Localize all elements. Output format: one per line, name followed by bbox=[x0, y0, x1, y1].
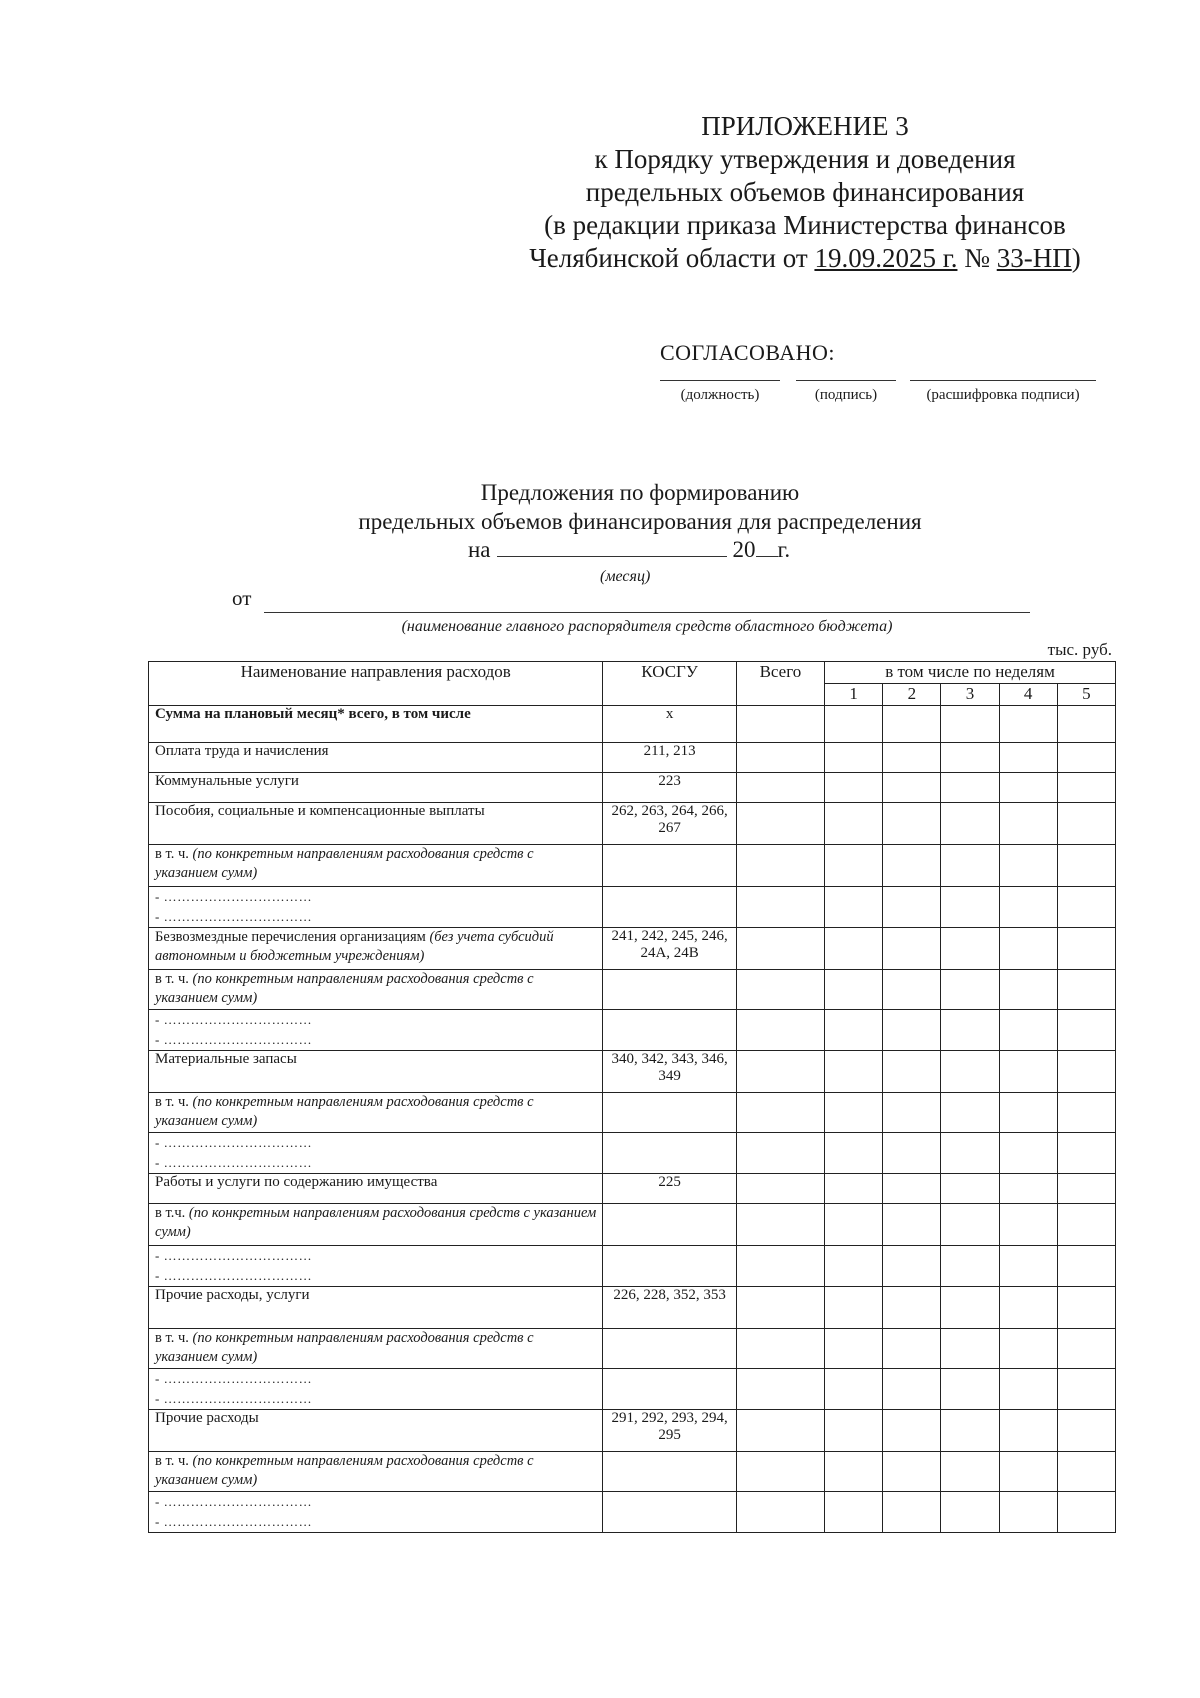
row-week-4-cell[interactable] bbox=[999, 1452, 1057, 1492]
row-week-1-cell[interactable] bbox=[825, 1174, 883, 1204]
row-week-5-cell[interactable] bbox=[1057, 803, 1115, 845]
row-note: (по конкретным направлениям расходования средств с указанием сумм) bbox=[155, 1453, 534, 1488]
row-week-4-cell[interactable] bbox=[999, 1174, 1057, 1204]
table-row bbox=[149, 1287, 1116, 1329]
row-kosgu bbox=[603, 1452, 736, 1492]
header-line: предельных объемов финансирования bbox=[585, 177, 1025, 207]
row-total-cell[interactable] bbox=[736, 1093, 824, 1133]
header-weeks: в том числе по неделям bbox=[825, 662, 1116, 684]
row-week-2-cell[interactable] bbox=[883, 970, 941, 1010]
row-week-3-cell[interactable] bbox=[941, 803, 999, 845]
row-note: (по конкретным направлениям расходования средств с указанием сумм) bbox=[155, 1205, 597, 1240]
header-line: (в редакции приказа Министерства финансов bbox=[544, 210, 1066, 240]
row-total-cell[interactable] bbox=[736, 1133, 824, 1174]
year-input[interactable] bbox=[756, 536, 778, 557]
month-input[interactable] bbox=[497, 536, 727, 557]
row-week-1-cell[interactable] bbox=[825, 887, 883, 928]
row-week-1-cell[interactable] bbox=[825, 773, 883, 803]
row-week-3-cell[interactable] bbox=[941, 1492, 999, 1533]
row-week-2-cell[interactable] bbox=[883, 1051, 941, 1093]
header-week-5: 5 bbox=[1057, 684, 1115, 706]
row-kosgu bbox=[603, 1093, 736, 1133]
row-week-3-cell[interactable] bbox=[941, 1329, 999, 1369]
row-week-5-cell[interactable] bbox=[1057, 1174, 1115, 1204]
row-week-2-cell[interactable] bbox=[883, 1369, 941, 1410]
placeholder-line: - …………………………… bbox=[155, 1135, 313, 1150]
row-week-4-cell[interactable] bbox=[999, 1492, 1057, 1533]
row-name bbox=[149, 1246, 603, 1287]
row-week-1-cell[interactable] bbox=[825, 1246, 883, 1287]
row-week-4-cell[interactable] bbox=[999, 803, 1057, 845]
row-week-2-cell[interactable] bbox=[883, 887, 941, 928]
row-kosgu: х bbox=[603, 706, 736, 743]
order-number: 33-НП bbox=[996, 243, 1072, 273]
row-week-5-cell[interactable] bbox=[1057, 1010, 1115, 1051]
row-week-4-cell[interactable] bbox=[999, 1369, 1057, 1410]
row-week-4-cell[interactable] bbox=[999, 743, 1057, 773]
header-week-3: 3 bbox=[941, 684, 999, 706]
row-week-2-cell[interactable] bbox=[883, 928, 941, 970]
row-week-5-cell[interactable] bbox=[1057, 773, 1115, 803]
header-line: к Порядку утверждения и доведения bbox=[594, 144, 1016, 174]
decoding-field[interactable] bbox=[910, 380, 1096, 404]
row-name: Материальные запасы bbox=[149, 1051, 603, 1093]
row-name: Прочие расходы bbox=[149, 1410, 603, 1452]
row-week-3-cell[interactable] bbox=[941, 706, 999, 743]
row-total-cell[interactable] bbox=[736, 803, 824, 845]
row-name: в т.ч. (по конкретным направлениям расходования средств с указанием сумм) bbox=[149, 1204, 603, 1246]
row-total-cell[interactable] bbox=[736, 1369, 824, 1410]
row-total-cell[interactable] bbox=[736, 773, 824, 803]
row-week-2-cell[interactable] bbox=[883, 1133, 941, 1174]
table-row bbox=[149, 1369, 1116, 1410]
placeholder-line: - …………………………… bbox=[155, 1391, 313, 1406]
signature-caption: (подпись) bbox=[814, 387, 878, 403]
table-row bbox=[149, 1204, 1116, 1246]
row-kosgu: 241, 242, 245, 246, 24А, 24В bbox=[603, 928, 736, 970]
document-header bbox=[480, 110, 1130, 275]
row-week-5-cell[interactable] bbox=[1057, 928, 1115, 970]
row-week-1-cell[interactable] bbox=[825, 706, 883, 743]
row-week-2-cell[interactable] bbox=[883, 1093, 941, 1133]
row-week-3-cell[interactable] bbox=[941, 743, 999, 773]
row-kosgu: 211, 213 bbox=[603, 743, 736, 773]
row-week-1-cell[interactable] bbox=[825, 1204, 883, 1246]
row-week-5-cell[interactable] bbox=[1057, 1492, 1115, 1533]
row-week-3-cell[interactable] bbox=[941, 1246, 999, 1287]
row-week-2-cell[interactable] bbox=[883, 773, 941, 803]
row-kosgu bbox=[603, 845, 736, 887]
row-total-cell[interactable] bbox=[736, 1051, 824, 1093]
row-week-1-cell[interactable] bbox=[825, 845, 883, 887]
row-kosgu: 291, 292, 293, 294, 295 bbox=[603, 1410, 736, 1452]
row-total-cell[interactable] bbox=[736, 743, 824, 773]
row-week-3-cell[interactable] bbox=[941, 1093, 999, 1133]
row-total-cell[interactable] bbox=[736, 1452, 824, 1492]
placeholder-line: - …………………………… bbox=[155, 1514, 313, 1529]
row-week-2-cell[interactable] bbox=[883, 1410, 941, 1452]
row-name bbox=[149, 887, 603, 928]
row-name: в т. ч. (по конкретным направлениям расходования средств с указанием сумм) bbox=[149, 1452, 603, 1492]
row-week-5-cell[interactable] bbox=[1057, 887, 1115, 928]
row-kosgu: 340, 342, 343, 346, 349 bbox=[603, 1051, 736, 1093]
header-total: Всего bbox=[736, 662, 824, 706]
row-week-2-cell[interactable] bbox=[883, 743, 941, 773]
table-row bbox=[149, 928, 1116, 970]
row-week-3-cell[interactable] bbox=[941, 928, 999, 970]
row-week-5-cell[interactable] bbox=[1057, 1051, 1115, 1093]
row-week-3-cell[interactable] bbox=[941, 1369, 999, 1410]
row-week-4-cell[interactable] bbox=[999, 706, 1057, 743]
table-row bbox=[149, 706, 1116, 743]
row-week-1-cell[interactable] bbox=[825, 743, 883, 773]
row-name: Прочие расходы, услуги bbox=[149, 1287, 603, 1329]
row-name: Сумма на плановый месяц* всего, в том числе bbox=[149, 706, 603, 743]
table-row bbox=[149, 1410, 1116, 1452]
row-week-1-cell[interactable] bbox=[825, 803, 883, 845]
row-week-1-cell[interactable] bbox=[825, 1010, 883, 1051]
row-week-5-cell[interactable] bbox=[1057, 1093, 1115, 1133]
row-total-cell[interactable] bbox=[736, 1204, 824, 1246]
row-week-4-cell[interactable] bbox=[999, 1133, 1057, 1174]
row-week-1-cell[interactable] bbox=[825, 1051, 883, 1093]
row-week-3-cell[interactable] bbox=[941, 1133, 999, 1174]
row-note: (по конкретным направлениям расходования средств с указанием сумм) bbox=[155, 846, 534, 881]
table-row bbox=[149, 1133, 1116, 1174]
row-week-2-cell[interactable] bbox=[883, 1174, 941, 1204]
row-name: Коммунальные услуги bbox=[149, 773, 603, 803]
table-row bbox=[149, 970, 1116, 1010]
row-name: Работы и услуги по содержанию имущества bbox=[149, 1174, 603, 1204]
row-week-5-cell[interactable] bbox=[1057, 706, 1115, 743]
row-kosgu bbox=[603, 1204, 736, 1246]
row-week-5-cell[interactable] bbox=[1057, 1329, 1115, 1369]
row-name bbox=[149, 1010, 603, 1051]
row-week-3-cell[interactable] bbox=[941, 1010, 999, 1051]
table-row bbox=[149, 773, 1116, 803]
row-name: Пособия, социальные и компенсационные выплаты bbox=[149, 803, 603, 845]
row-week-4-cell[interactable] bbox=[999, 1204, 1057, 1246]
row-total-cell[interactable] bbox=[736, 970, 824, 1010]
row-week-4-cell[interactable] bbox=[999, 970, 1057, 1010]
row-total-cell[interactable] bbox=[736, 845, 824, 887]
decoding-caption: (расшифровка подписи) bbox=[926, 387, 1080, 403]
header-kosgu: КОСГУ bbox=[603, 662, 736, 706]
row-week-1-cell[interactable] bbox=[825, 1287, 883, 1329]
row-note: (без учета субсидий автономным и бюджетным учреждениям) bbox=[155, 929, 554, 964]
row-week-3-cell[interactable] bbox=[941, 1051, 999, 1093]
row-total-cell[interactable] bbox=[736, 1329, 824, 1369]
row-week-3-cell[interactable] bbox=[941, 845, 999, 887]
row-week-1-cell[interactable] bbox=[825, 1452, 883, 1492]
placeholder-line: - …………………………… bbox=[155, 1371, 313, 1386]
row-week-4-cell[interactable] bbox=[999, 887, 1057, 928]
header-line: Челябинской области от 19.09.2025 г. № 33-НП) bbox=[529, 243, 1081, 273]
row-kosgu bbox=[603, 1329, 736, 1369]
row-kosgu bbox=[603, 970, 736, 1010]
table-row bbox=[149, 1492, 1116, 1533]
row-week-2-cell[interactable] bbox=[883, 706, 941, 743]
row-kosgu: 226, 228, 352, 353 bbox=[603, 1287, 736, 1329]
row-name: Оплата труда и начисления bbox=[149, 743, 603, 773]
row-week-3-cell[interactable] bbox=[941, 1204, 999, 1246]
row-week-1-cell[interactable] bbox=[825, 1093, 883, 1133]
row-week-4-cell[interactable] bbox=[999, 773, 1057, 803]
position-field[interactable] bbox=[660, 380, 780, 404]
row-week-4-cell[interactable] bbox=[999, 1329, 1057, 1369]
row-name: в т. ч. (по конкретным направлениям расходования средств с указанием сумм) bbox=[149, 1329, 603, 1369]
row-total-cell[interactable] bbox=[736, 1492, 824, 1533]
row-week-1-cell[interactable] bbox=[825, 970, 883, 1010]
row-name: в т. ч. (по конкретным направлениям расходования средств с указанием сумм) bbox=[149, 845, 603, 887]
row-week-3-cell[interactable] bbox=[941, 887, 999, 928]
row-name: в т. ч. (по конкретным направлениям расходования средств с указанием сумм) bbox=[149, 970, 603, 1010]
row-name bbox=[149, 1133, 603, 1174]
row-week-4-cell[interactable] bbox=[999, 1410, 1057, 1452]
table-row bbox=[149, 1329, 1116, 1369]
row-week-1-cell[interactable] bbox=[825, 1329, 883, 1369]
header-name: Наименование направления расходов bbox=[149, 662, 603, 706]
row-week-2-cell[interactable] bbox=[883, 1204, 941, 1246]
table-row bbox=[149, 1051, 1116, 1093]
row-kosgu bbox=[603, 1492, 736, 1533]
row-total-cell[interactable] bbox=[736, 1010, 824, 1051]
row-week-1-cell[interactable] bbox=[825, 1133, 883, 1174]
row-week-5-cell[interactable] bbox=[1057, 1287, 1115, 1329]
table-row bbox=[149, 1452, 1116, 1492]
row-name bbox=[149, 1492, 603, 1533]
row-kosgu bbox=[603, 1246, 736, 1287]
row-week-3-cell[interactable] bbox=[941, 1174, 999, 1204]
table-row bbox=[149, 1093, 1116, 1133]
row-kosgu bbox=[603, 887, 736, 928]
row-name bbox=[149, 1369, 603, 1410]
placeholder-line: - …………………………… bbox=[155, 1248, 313, 1263]
row-week-4-cell[interactable] bbox=[999, 1246, 1057, 1287]
row-total-cell[interactable] bbox=[736, 1174, 824, 1204]
row-total-cell[interactable] bbox=[736, 1287, 824, 1329]
placeholder-line: - …………………………… bbox=[155, 1012, 313, 1027]
agreed-label: СОГЛАСОВАНО: bbox=[660, 340, 835, 365]
row-week-5-cell[interactable] bbox=[1057, 1410, 1115, 1452]
row-week-4-cell[interactable] bbox=[999, 928, 1057, 970]
row-note: (по конкретным направлениям расходования средств с указанием сумм) bbox=[155, 1094, 534, 1129]
row-total-cell[interactable] bbox=[736, 928, 824, 970]
row-week-4-cell[interactable] bbox=[999, 1287, 1057, 1329]
row-kosgu: 223 bbox=[603, 773, 736, 803]
row-note: (по конкретным направлениям расходования средств с указанием сумм) bbox=[155, 971, 534, 1006]
placeholder-line: - …………………………… bbox=[155, 1032, 313, 1047]
header-week-1: 1 bbox=[825, 684, 883, 706]
from-label: от bbox=[232, 586, 252, 610]
row-total-cell[interactable] bbox=[736, 1410, 824, 1452]
header-week-4: 4 bbox=[999, 684, 1057, 706]
row-total-cell[interactable] bbox=[736, 887, 824, 928]
row-week-1-cell[interactable] bbox=[825, 1410, 883, 1452]
row-week-1-cell[interactable] bbox=[825, 928, 883, 970]
row-week-5-cell[interactable] bbox=[1057, 743, 1115, 773]
signature-field[interactable] bbox=[796, 380, 896, 404]
row-kosgu: 225 bbox=[603, 1174, 736, 1204]
row-week-5-cell[interactable] bbox=[1057, 1133, 1115, 1174]
placeholder-line: - …………………………… bbox=[155, 889, 313, 904]
row-week-3-cell[interactable] bbox=[941, 1410, 999, 1452]
row-week-4-cell[interactable] bbox=[999, 1093, 1057, 1133]
row-kosgu bbox=[603, 1369, 736, 1410]
position-caption: (должность) bbox=[680, 387, 760, 403]
row-week-2-cell[interactable] bbox=[883, 845, 941, 887]
header-week-2: 2 bbox=[883, 684, 941, 706]
row-week-2-cell[interactable] bbox=[883, 1246, 941, 1287]
row-week-4-cell[interactable] bbox=[999, 845, 1057, 887]
row-week-3-cell[interactable] bbox=[941, 970, 999, 1010]
row-week-2-cell[interactable] bbox=[883, 803, 941, 845]
row-kosgu: 262, 263, 264, 266, 267 bbox=[603, 803, 736, 845]
placeholder-line: - …………………………… bbox=[155, 1268, 313, 1283]
placeholder-line: - …………………………… bbox=[155, 1155, 313, 1170]
row-kosgu bbox=[603, 1133, 736, 1174]
row-week-5-cell[interactable] bbox=[1057, 845, 1115, 887]
row-total-cell[interactable] bbox=[736, 706, 824, 743]
row-week-5-cell[interactable] bbox=[1057, 1204, 1115, 1246]
distributor-caption: (наименование главного распорядителя средств областного бюджета) bbox=[401, 618, 893, 635]
row-name: Безвозмездные перечисления организациям (без учета субсидий автономным и бюджетным учреждениям) bbox=[149, 928, 603, 970]
form-title: Предложения по формированию предельных объемов финансирования для распределения bbox=[358, 480, 922, 534]
row-total-cell[interactable] bbox=[736, 1246, 824, 1287]
expenses-table bbox=[148, 661, 1116, 1533]
month-caption: (месяц) bbox=[600, 568, 651, 585]
placeholder-line: - …………………………… bbox=[155, 909, 313, 924]
row-week-5-cell[interactable] bbox=[1057, 1369, 1115, 1410]
row-kosgu bbox=[603, 1010, 736, 1051]
table-row bbox=[149, 1246, 1116, 1287]
row-week-1-cell[interactable] bbox=[825, 1492, 883, 1533]
table-row bbox=[149, 1174, 1116, 1204]
row-week-2-cell[interactable] bbox=[883, 1452, 941, 1492]
row-week-5-cell[interactable] bbox=[1057, 1246, 1115, 1287]
row-week-5-cell[interactable] bbox=[1057, 970, 1115, 1010]
row-week-2-cell[interactable] bbox=[883, 1492, 941, 1533]
order-date: 19.09.2025 г. bbox=[814, 243, 958, 273]
row-week-3-cell[interactable] bbox=[941, 1452, 999, 1492]
table-row bbox=[149, 1010, 1116, 1051]
row-week-3-cell[interactable] bbox=[941, 1287, 999, 1329]
placeholder-line: - …………………………… bbox=[155, 1494, 313, 1509]
table-row bbox=[149, 887, 1116, 928]
table-row bbox=[149, 845, 1116, 887]
row-name: в т. ч. (по конкретным направлениям расходования средств с указанием сумм) bbox=[149, 1093, 603, 1133]
row-week-2-cell[interactable] bbox=[883, 1287, 941, 1329]
row-week-3-cell[interactable] bbox=[941, 773, 999, 803]
table-row bbox=[149, 803, 1116, 845]
table-row bbox=[149, 743, 1116, 773]
row-note: (по конкретным направлениям расходования средств с указанием сумм) bbox=[155, 1330, 534, 1365]
row-week-5-cell[interactable] bbox=[1057, 1452, 1115, 1492]
period-line: на 20 г. bbox=[468, 537, 791, 562]
appendix-title: ПРИЛОЖЕНИЕ 3 bbox=[701, 111, 909, 141]
table-header-row bbox=[149, 662, 1116, 684]
distributor-input[interactable] bbox=[264, 612, 1030, 613]
row-week-1-cell[interactable] bbox=[825, 1369, 883, 1410]
unit-label: тыс. руб. bbox=[1047, 640, 1112, 659]
row-week-4-cell[interactable] bbox=[999, 1051, 1057, 1093]
row-week-2-cell[interactable] bbox=[883, 1329, 941, 1369]
row-week-4-cell[interactable] bbox=[999, 1010, 1057, 1051]
row-week-2-cell[interactable] bbox=[883, 1010, 941, 1051]
